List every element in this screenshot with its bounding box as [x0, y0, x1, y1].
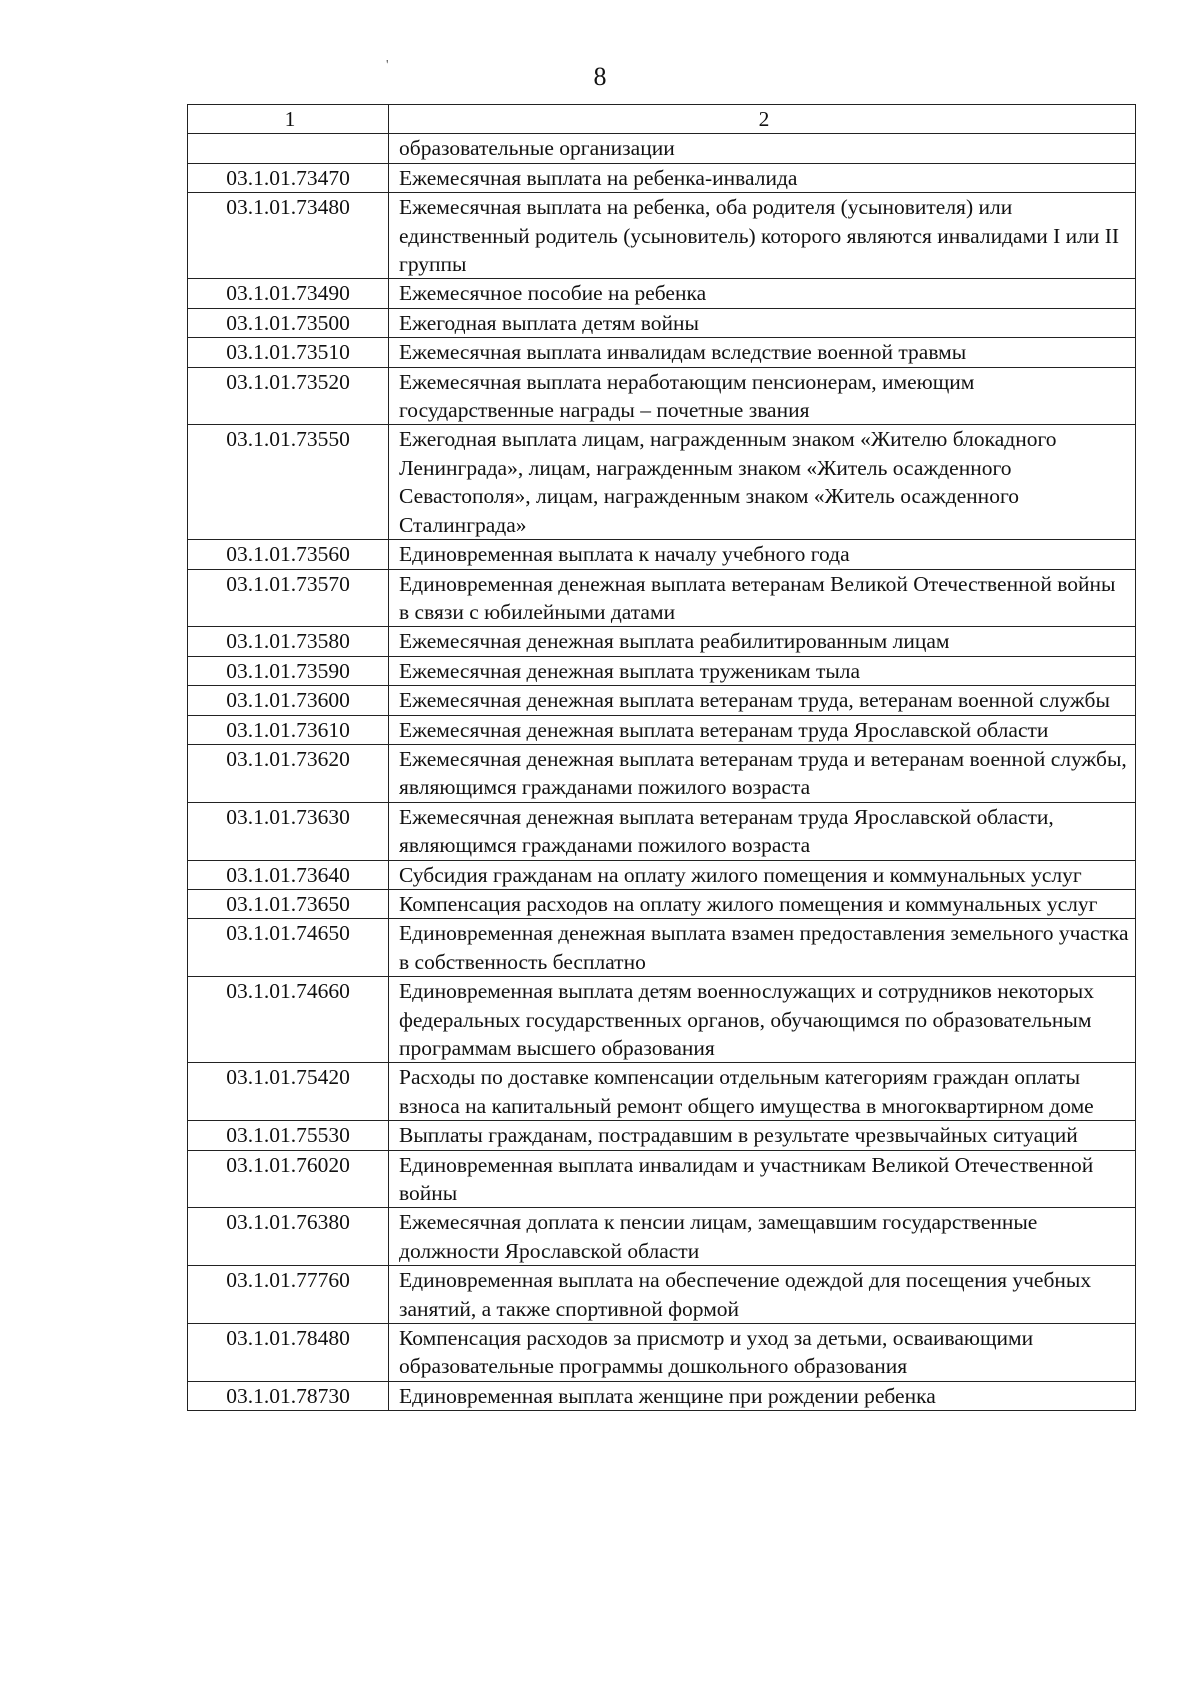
table-row [188, 540, 1136, 569]
row-code-cell: 03.1.01.73560 [188, 540, 389, 569]
row-code-cell: 03.1.01.73550 [188, 425, 389, 540]
row-code-cell: 03.1.01.76380 [188, 1208, 389, 1266]
row-description-cell: Единовременная выплата женщине при рождении ребенка [389, 1381, 1136, 1410]
table-row [188, 338, 1136, 367]
row-description-cell: Ежемесячная выплата инвалидам вследствие военной травмы [389, 338, 1136, 367]
row-code-cell: 03.1.01.73490 [188, 279, 389, 308]
row-description-cell: Ежемесячная денежная выплата ветеранам труда и ветеранам военной службы, являющимся гражданами пожилого возраста [389, 744, 1136, 802]
row-description-cell: Единовременная выплата к началу учебного года [389, 540, 1136, 569]
row-code-cell: 03.1.01.78480 [188, 1324, 389, 1382]
table-row [188, 1208, 1136, 1266]
table-row [188, 656, 1136, 685]
row-description-cell: Единовременная выплата инвалидам и участникам Великой Отечественной войны [389, 1150, 1136, 1208]
row-description-cell: Ежемесячная выплата на ребенка-инвалида [389, 163, 1136, 192]
table-row [188, 1324, 1136, 1382]
row-code-cell: 03.1.01.73610 [188, 715, 389, 744]
row-code-cell: 03.1.01.75420 [188, 1063, 389, 1121]
table-row [188, 1381, 1136, 1410]
row-code-cell: 03.1.01.73510 [188, 338, 389, 367]
row-description-cell: Единовременная денежная выплата взамен предоставления земельного участка в собственность бесплатно [389, 919, 1136, 977]
row-code-cell: 03.1.01.78730 [188, 1381, 389, 1410]
row-description-cell: Ежемесячная денежная выплата реабилитированным лицам [389, 627, 1136, 656]
table-row [188, 308, 1136, 337]
table-row [188, 1063, 1136, 1121]
table-row [188, 860, 1136, 889]
row-description-cell: Выплаты гражданам, пострадавшим в результате чрезвычайных ситуаций [389, 1121, 1136, 1150]
table-body [188, 134, 1136, 1411]
row-description-cell: Ежемесячная денежная выплата ветеранам труда Ярославской области, являющимся гражданами пожилого возраста [389, 802, 1136, 860]
table-row [188, 1150, 1136, 1208]
table-row [188, 715, 1136, 744]
table-row [188, 1121, 1136, 1150]
row-description-cell: Компенсация расходов за присмотр и уход за детьми, осваивающими образовательные программы дошкольного образования [389, 1324, 1136, 1382]
row-code-cell: 03.1.01.73600 [188, 686, 389, 715]
table-row [188, 919, 1136, 977]
table-row [188, 889, 1136, 918]
table-row [188, 977, 1136, 1063]
row-code-cell: 03.1.01.73500 [188, 308, 389, 337]
row-code-cell: 03.1.01.73580 [188, 627, 389, 656]
table-row [188, 686, 1136, 715]
column-header-code: 1 [188, 105, 389, 134]
page-number: 8 [593, 62, 607, 91]
row-code-cell: 03.1.01.73630 [188, 802, 389, 860]
row-description-cell: Расходы по доставке компенсации отдельным категориям граждан оплаты взноса на капитальный ремонт общего имущества в многоквартирном доме [389, 1063, 1136, 1121]
table-row [188, 802, 1136, 860]
row-description-cell: Ежемесячная денежная выплата ветеранам труда, ветеранам военной службы [389, 686, 1136, 715]
row-code-cell: 03.1.01.73480 [188, 193, 389, 279]
row-description-cell: Ежемесячная выплата неработающим пенсионерам, имеющим государственные награды – почетные звания [389, 367, 1136, 425]
row-code-cell: 03.1.01.77760 [188, 1266, 389, 1324]
row-description-cell: Компенсация расходов на оплату жилого помещения и коммунальных услуг [389, 889, 1136, 918]
row-code-cell: 03.1.01.73590 [188, 656, 389, 685]
row-code-cell: 03.1.01.74660 [188, 977, 389, 1063]
row-code-cell: 03.1.01.74650 [188, 919, 389, 977]
row-description-cell: Ежемесячная денежная выплата труженикам тыла [389, 656, 1136, 685]
row-description-cell: Ежегодная выплата детям войны [389, 308, 1136, 337]
table-row [188, 627, 1136, 656]
row-description-cell: Единовременная выплата детям военнослужащих и сотрудников некоторых федеральных государственных органов, обучающимся по образовательным программам высшего образования [389, 977, 1136, 1063]
row-code-cell: 03.1.01.73640 [188, 860, 389, 889]
table-row [188, 163, 1136, 192]
row-description-cell: Единовременная денежная выплата ветеранам Великой Отечественной войны в связи с юбилейными датами [389, 569, 1136, 627]
row-code-cell: 03.1.01.73470 [188, 163, 389, 192]
table-row [188, 193, 1136, 279]
row-description-cell: образовательные организации [389, 134, 1136, 163]
table-row [188, 134, 1136, 163]
table-row [188, 279, 1136, 308]
table-row [188, 744, 1136, 802]
row-description-cell: Ежемесячное пособие на ребенка [389, 279, 1136, 308]
row-description-cell: Ежемесячная доплата к пенсии лицам, замещавшим государственные должности Ярославской области [389, 1208, 1136, 1266]
row-description-cell: Единовременная выплата на обеспечение одеждой для посещения учебных занятий, а также спортивной формой [389, 1266, 1136, 1324]
table-row [188, 425, 1136, 540]
row-code-cell: 03.1.01.73620 [188, 744, 389, 802]
table-row [188, 1266, 1136, 1324]
row-description-cell: Ежемесячная денежная выплата ветеранам труда Ярославской области [389, 715, 1136, 744]
column-header-description: 2 [389, 105, 1136, 134]
row-code-cell: 03.1.01.73520 [188, 367, 389, 425]
scan-artifact-mark: ' [386, 58, 389, 73]
row-code-cell: 03.1.01.75530 [188, 1121, 389, 1150]
row-code-cell [188, 134, 389, 163]
row-code-cell: 03.1.01.76020 [188, 1150, 389, 1208]
table-header-row [188, 105, 1136, 134]
row-code-cell: 03.1.01.73650 [188, 889, 389, 918]
budget-codes-table [187, 104, 1136, 1411]
row-description-cell: Ежегодная выплата лицам, награжденным знаком «Жителю блокадного Ленинграда», лицам, награжденным знаком «Житель осажденного Севастополя», лицам, награжденным знаком «Житель осажденного Сталинграда» [389, 425, 1136, 540]
table-row [188, 569, 1136, 627]
row-description-cell: Ежемесячная выплата на ребенка, оба родителя (усыновителя) или единственный родитель (усыновитель) которого являются инвалидами I или II группы [389, 193, 1136, 279]
row-description-cell: Субсидия гражданам на оплату жилого помещения и коммунальных услуг [389, 860, 1136, 889]
row-code-cell: 03.1.01.73570 [188, 569, 389, 627]
table-row [188, 367, 1136, 425]
